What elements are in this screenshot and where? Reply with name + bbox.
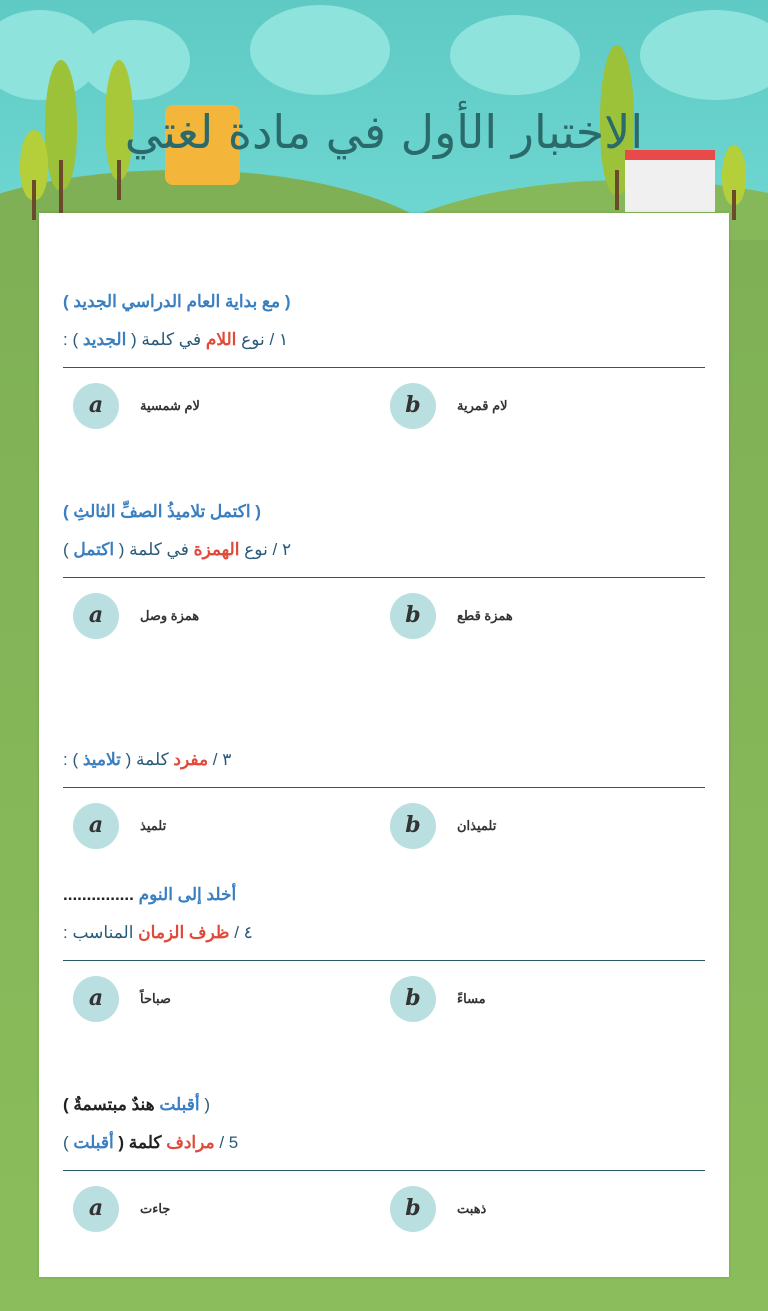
option-b[interactable] xyxy=(390,383,508,429)
question-text-segment: اكتمل xyxy=(73,540,115,559)
question-context-segment: أقبلت xyxy=(159,1095,200,1114)
question-text-segment: ظرف الزمان xyxy=(138,923,230,942)
question-context-segment: ............... xyxy=(63,885,134,904)
option-a[interactable] xyxy=(73,803,166,849)
question-text-segment: كلمة ( xyxy=(113,1133,167,1152)
option-b[interactable] xyxy=(390,1186,486,1232)
question-text xyxy=(63,531,291,569)
question-text-segment: الهمزة xyxy=(193,540,240,559)
option-label: صباحاً xyxy=(140,991,171,1006)
question-text-segment: 5 / xyxy=(214,1133,239,1152)
option-letter-badge: a xyxy=(73,803,119,849)
question-text xyxy=(63,321,288,359)
question-text-segment: في كلمة ( xyxy=(126,330,206,349)
question-text xyxy=(63,914,253,952)
option-letter-badge: a xyxy=(73,593,119,639)
question-context-segment: ( مع بداية العام الدراسي الجديد ) xyxy=(63,292,291,311)
option-b[interactable] xyxy=(390,593,513,639)
option-label: همزة قطع xyxy=(457,608,513,623)
question-text xyxy=(63,741,231,779)
header-banner xyxy=(0,0,768,240)
divider xyxy=(63,960,705,961)
option-label: جاءت xyxy=(140,1201,171,1216)
option-letter-badge: a xyxy=(73,1186,119,1232)
question-text-segment: تلاميذ xyxy=(82,750,121,769)
option-letter-badge: b xyxy=(390,803,436,849)
option-b[interactable] xyxy=(390,803,496,849)
option-label: مساءً xyxy=(457,991,486,1006)
question-context-segment: هندٌ مبتسمةٌ ) xyxy=(63,1095,160,1114)
quiz-card xyxy=(39,213,729,1277)
divider xyxy=(63,577,705,578)
option-a[interactable] xyxy=(73,593,199,639)
question-text-segment: في كلمة ( xyxy=(114,540,194,559)
question-text-segment: كلمة ( xyxy=(120,750,174,769)
option-letter-badge: b xyxy=(390,593,436,639)
option-label: ذهبت xyxy=(457,1201,487,1216)
question-context xyxy=(63,283,290,321)
question-context-segment: ( اكتمل تلاميذُ الصفِّ الثالثِ ) xyxy=(63,502,261,521)
question-text-segment: اللام xyxy=(205,330,237,349)
question-text-segment: ) : xyxy=(63,330,83,349)
question-text-segment: ) xyxy=(63,1133,74,1152)
question-context-segment: أخلد إلى النوم xyxy=(133,885,237,904)
school-house-icon xyxy=(625,150,715,212)
question-text-segment: أقبلت xyxy=(73,1133,114,1152)
option-b[interactable] xyxy=(390,976,486,1022)
option-label: لام شمسية xyxy=(140,398,200,413)
option-a[interactable] xyxy=(73,383,200,429)
option-letter-badge: a xyxy=(73,383,119,429)
option-label: لام قمرية xyxy=(457,398,508,413)
option-letter-badge: b xyxy=(390,383,436,429)
question-text-segment: مرادف xyxy=(166,1133,215,1152)
divider xyxy=(63,1170,705,1171)
question-text-segment: ٣ / xyxy=(208,750,232,769)
option-label: تلميذ xyxy=(140,818,167,833)
option-label: تلميذان xyxy=(457,818,497,833)
question-text-segment: مفرد xyxy=(173,750,209,769)
question-text-segment: ٢ / نوع xyxy=(239,540,292,559)
option-letter-badge: b xyxy=(390,976,436,1022)
question-context xyxy=(63,493,261,531)
question-text-segment: المناسب : xyxy=(63,923,139,942)
question-text-segment: الجديد xyxy=(82,330,127,349)
option-letter-badge: a xyxy=(73,976,119,1022)
question-context-segment: ( xyxy=(199,1095,211,1114)
option-label: همزة وصل xyxy=(140,608,200,623)
question-context xyxy=(63,876,236,914)
question-text-segment: ) : xyxy=(63,750,83,769)
option-letter-badge: b xyxy=(390,1186,436,1232)
divider xyxy=(63,787,705,788)
option-a[interactable] xyxy=(73,976,171,1022)
divider xyxy=(63,367,705,368)
question-text-segment: ) xyxy=(63,540,74,559)
page-title: الاختبار الأول في مادة لغتي xyxy=(124,105,644,159)
question-text-segment: ٤ / xyxy=(229,923,253,942)
question-context xyxy=(63,1086,210,1124)
question-text-segment: ١ / نوع xyxy=(236,330,289,349)
question-text xyxy=(63,1124,238,1162)
option-a[interactable] xyxy=(73,1186,170,1232)
